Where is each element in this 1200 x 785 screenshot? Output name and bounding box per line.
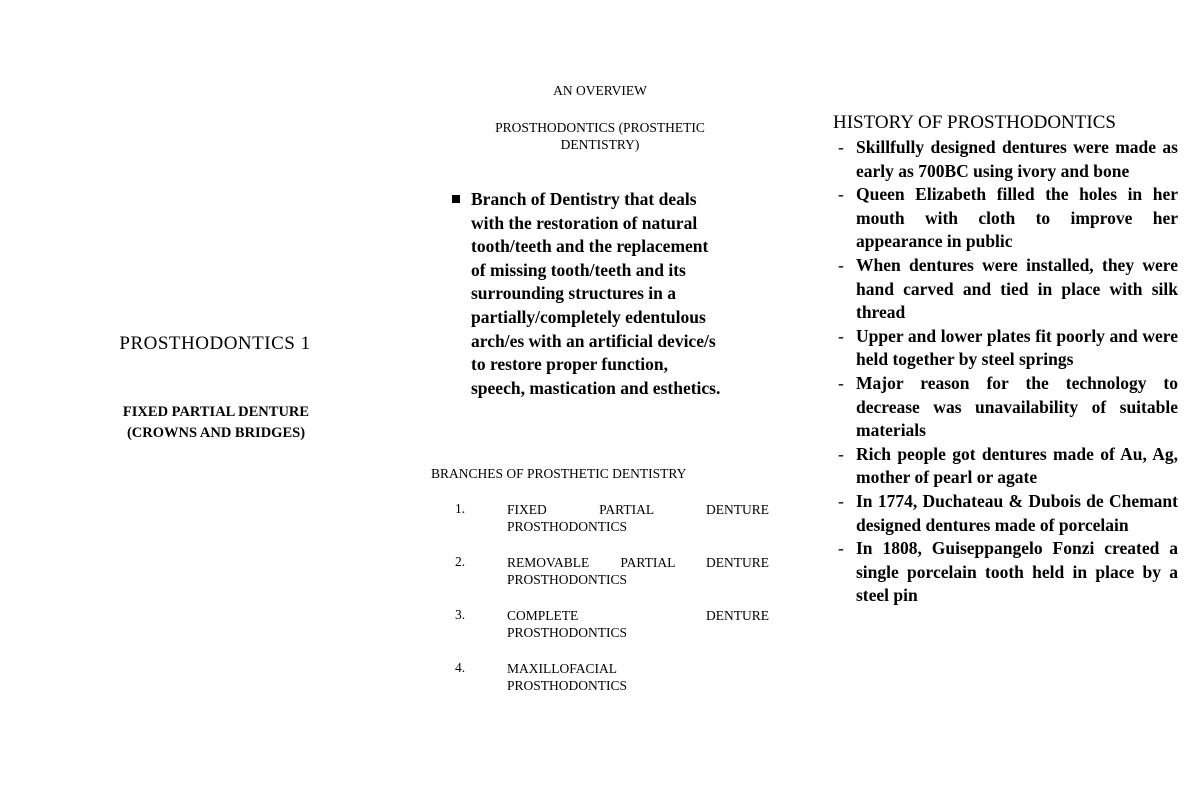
branches-heading: BRANCHES OF PROSTHETIC DENTISTRY [431, 466, 687, 481]
list-item [455, 607, 771, 660]
list-item-text: In 1808, Guiseppangelo Fonzi created a single porcelain tooth held in place by a steel pin [856, 538, 1178, 606]
history-list [836, 136, 1178, 608]
list-item-text [507, 607, 769, 641]
list-item [836, 443, 1178, 490]
dash-bullet-icon: - [838, 137, 844, 157]
list-item [455, 660, 771, 713]
list-item-text: Upper and lower plates fit poorly and were held together by steel springs [856, 325, 1178, 370]
dash-bullet-icon: - [838, 372, 844, 393]
definition-heading-line: DENTISTRY) [560, 137, 640, 152]
definition-line: to restore proper function, [471, 354, 669, 375]
subtitle-line: (CROWNS AND BRIDGES) [126, 425, 306, 441]
dash-bullet-icon: - [838, 538, 844, 559]
definition-heading [455, 119, 745, 153]
list-item-number: 2. [455, 554, 466, 569]
branches-list [455, 501, 771, 713]
square-bullet-icon [452, 195, 460, 203]
definition-line: speech, mastication and esthetics. [471, 377, 721, 398]
definition-line: with the restoration of natural [471, 212, 698, 233]
dash-bullet-icon: - [838, 184, 844, 205]
list-item-line: PROSTHODONTICS [507, 519, 628, 534]
list-item-line: PROSTHODONTICS [507, 678, 628, 693]
list-item-line: MAXILLOFACIAL [507, 661, 617, 676]
dash-bullet-icon: - [838, 325, 844, 346]
definition-block [452, 188, 777, 400]
subtitle [85, 402, 347, 444]
definition-line: of missing tooth/teeth and its [471, 259, 686, 280]
list-item-text: In 1774, Duchateau & Dubois de Chemant designed dentures made of porcelain [856, 490, 1178, 535]
dash-bullet-icon: - [838, 443, 844, 464]
definition-line: surrounding structures in a [471, 283, 677, 304]
list-item [836, 372, 1178, 443]
list-item [836, 254, 1178, 325]
list-item [455, 554, 771, 607]
list-item-text: Major reason for the technology to decrease was unavailability of suitable materials [856, 372, 1178, 441]
overview-heading: AN OVERVIEW [553, 83, 647, 98]
list-item-line: PROSTHODONTICS [507, 572, 628, 587]
list-item-number: 4. [455, 660, 466, 675]
dash-bullet-icon: - [838, 254, 844, 275]
dash-bullet-icon: - [838, 490, 844, 511]
list-item-number: 1. [455, 501, 466, 516]
definition-text [471, 188, 777, 400]
list-item-text: Skillfully designed dentures were made as early as 700BC using ivory and bone [856, 137, 1178, 181]
page-title: PROSTHODONTICS 1 [119, 333, 311, 354]
list-item-text [507, 660, 769, 694]
list-item [455, 501, 771, 554]
list-item-text: When dentures were installed, they were hand carved and tied in place with silk thread [856, 254, 1178, 323]
definition-line: Branch of Dentistry that deals [471, 189, 697, 209]
definition-heading-line: PROSTHODONTICS (PROSTHETIC [495, 120, 705, 135]
list-item-text [507, 554, 769, 588]
definition-line: tooth/teeth and the replacement [471, 236, 709, 257]
history-heading: HISTORY OF PROSTHODONTICS [833, 112, 1116, 133]
list-item [836, 183, 1178, 254]
list-item-text: Queen Elizabeth filled the holes in her mouth with cloth to improve her appearance in public [856, 184, 1178, 252]
list-item-line: PROSTHODONTICS [507, 625, 628, 640]
subtitle-line: FIXED PARTIAL DENTURE [122, 404, 310, 420]
list-item-text: Rich people got dentures made of Au, Ag, mother of pearl or agate [856, 443, 1178, 488]
list-item-line: COMPLETE DENTURE [507, 608, 769, 623]
list-item [836, 537, 1178, 608]
list-item-line: FIXED PARTIAL DENTURE [507, 502, 769, 517]
definition-line: arch/es with an artificial device/s [471, 330, 716, 351]
list-item [836, 490, 1178, 537]
list-item [836, 136, 1178, 183]
list-item-line: REMOVABLE PARTIAL DENTURE [507, 555, 769, 570]
list-item [836, 325, 1178, 372]
list-item-text [507, 501, 769, 535]
list-item-number: 3. [455, 607, 466, 622]
definition-line: partially/completely edentulous [471, 306, 706, 327]
